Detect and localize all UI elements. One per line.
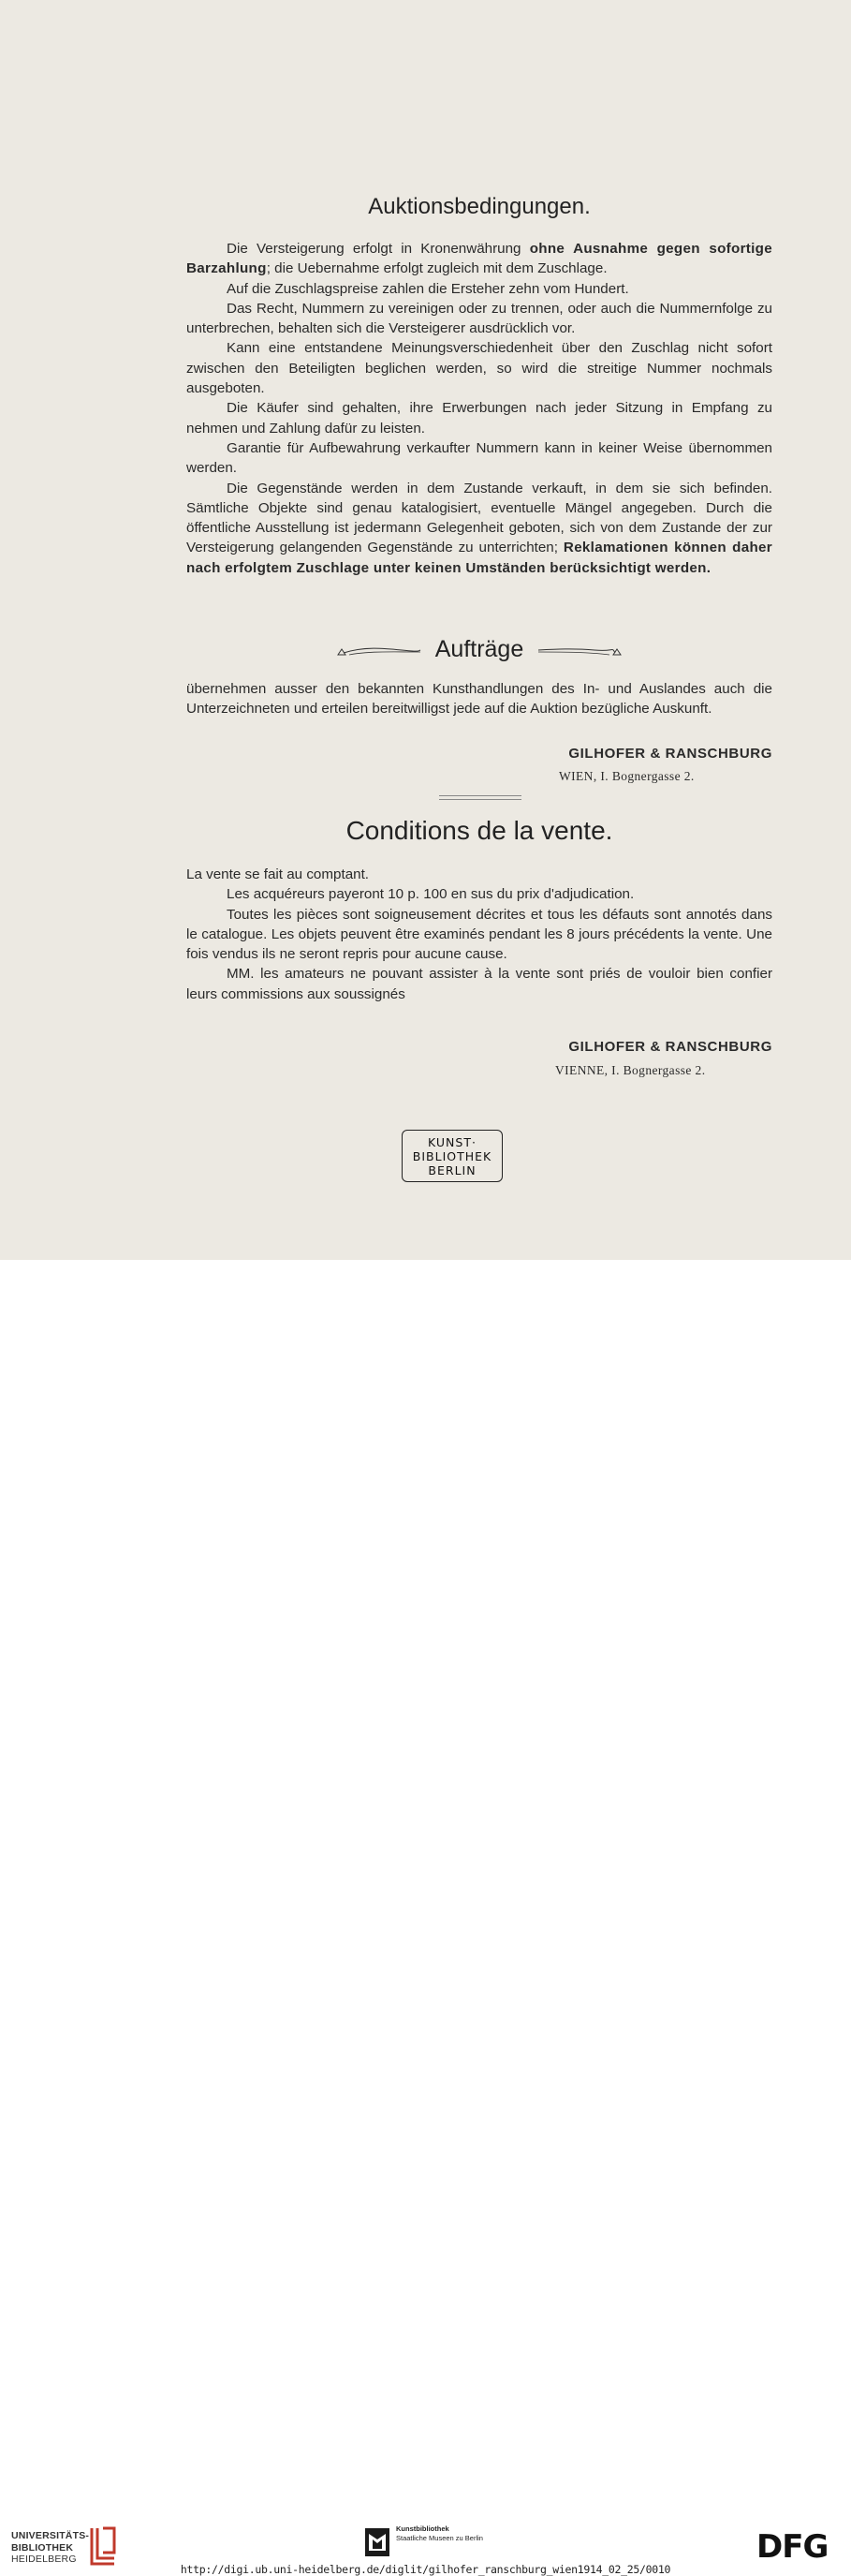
auftraege-heading-row bbox=[186, 636, 772, 662]
dfg-logo[interactable]: DFG bbox=[756, 2528, 829, 2566]
left-flourish-icon bbox=[336, 644, 422, 657]
auftraege-paragraph: übernehmen ausser den bekannten Kunsthandlungen des In- und Auslandes auch die Unterzeichneten und erteilen bereitwilligst jede auf die Auktion bezügliche Auskunft. bbox=[186, 681, 772, 718]
scanned-page bbox=[0, 0, 851, 1260]
auktion-p1-text-a: Die Versteigerung erfolgt in Kronenwährung bbox=[227, 241, 530, 257]
stamp-line-2: BIBLIOTHEK bbox=[412, 1148, 492, 1163]
auktion-paragraph-1 bbox=[186, 239, 772, 279]
auktion-p7-emphasis: Reklamationen können daher nach erfolgtem Zuschlage unter keinen Umständen berücksichtigt werden. bbox=[186, 540, 772, 576]
kb-name-line-1: Kunstbibliothek bbox=[396, 2524, 449, 2533]
firm-name-fr: GILHOFER & RANSCHBURG bbox=[568, 1039, 772, 1055]
uni-name-line-1: UNIVERSITÄTS- bbox=[11, 2530, 90, 2541]
kunstbibliothek-logo-icon[interactable] bbox=[363, 2526, 391, 2558]
heidelberg-logo-icon[interactable] bbox=[88, 2524, 118, 2568]
heidelberg-library-name[interactable] bbox=[11, 2530, 89, 2566]
conditions-paragraph-3: Toutes les pièces sont soigneusement décrites et tous les défauts sont annotés dans le catalogue. Les objets peuvent être examinés pendant les 8 jours précédents la vente. Une fois vendus ils ne seront repris pour aucune cause. bbox=[186, 906, 772, 963]
auktion-terms bbox=[186, 239, 772, 578]
right-flourish-icon bbox=[536, 644, 623, 657]
auktion-paragraph-7 bbox=[186, 479, 772, 578]
heading-auftraege: Aufträge bbox=[434, 636, 524, 662]
stamp-line-1: KUNST· bbox=[428, 1134, 477, 1149]
auktion-paragraph-2: Auf die Zuschlagspreise zahlen die Ersteher zehn vom Hundert. bbox=[227, 280, 629, 297]
firm-address-fr: VIENNE, I. Bognergasse 2. bbox=[555, 1063, 706, 1077]
auftraege-text bbox=[186, 679, 772, 719]
stamp-line-3: BERLIN bbox=[428, 1162, 477, 1177]
auktion-p1-text-b: ; die Uebernahme erfolgt zugleich mit dem Zuschlage. bbox=[266, 260, 608, 277]
auktion-paragraph-6: Garantie für Aufbewahrung verkaufter Nummern kann in keiner Weise übernommen werden. bbox=[186, 439, 772, 477]
permalink-url[interactable]: http://digi.ub.uni-heidelberg.de/diglit/gilhofer_ranschburg_wien1914_02_25/0010 bbox=[180, 2563, 671, 2576]
uni-name-line-3: HEIDELBERG bbox=[11, 2554, 77, 2565]
uni-name-line-2: BIBLIOTHEK bbox=[11, 2541, 74, 2554]
conditions-paragraph-4: MM. les amateurs ne pouvant assister à la vente sont priés de vouloir bien confier leurs commissions aux soussignés bbox=[186, 966, 772, 1002]
auktion-paragraph-4: Kann eine entstandene Meinungsverschiedenheit über den Zuschlag nicht sofort zwischen den Beteiligten beglichen werden, so wird die streitige Nummer nochmals ausgeboten. bbox=[186, 340, 772, 397]
conditions-terms bbox=[186, 865, 772, 1004]
library-stamp bbox=[402, 1130, 503, 1182]
auktion-p7-text: Die Gegenstände werden in dem Zustande verkauft, in dem sie sich befinden. Sämtliche Objekte sind genau katalogisiert, eventuelle Mängel angegeben. Durch die öffentliche Ausstellung ist jedermann Gelegenheit geboten, sich von dem Zustande der zur Versteigerung gelangenden Gegenstände zu unterrichten; bbox=[186, 480, 772, 556]
firm-name-de: GILHOFER & RANSCHBURG bbox=[568, 746, 772, 762]
firm-address-de: WIEN, I. Bognergasse 2. bbox=[559, 769, 695, 783]
section-divider bbox=[439, 795, 521, 800]
heading-conditions: Conditions de la vente. bbox=[345, 816, 613, 845]
conditions-paragraph-1: La vente se fait au comptant. bbox=[186, 866, 370, 882]
kunstbibliothek-name[interactable] bbox=[396, 2524, 483, 2543]
conditions-paragraph-2: Les acquéreurs payeront 10 p. 100 en sus du prix d'adjudication. bbox=[227, 886, 635, 903]
digitization-footer bbox=[0, 1260, 851, 2576]
auktion-paragraph-3: Das Recht, Nummern zu vereinigen oder zu trennen, oder auch die Nummernfolge zu unterbrechen, behalten sich die Versteigerer ausdrücklich vor. bbox=[186, 300, 772, 337]
auktion-p1-emphasis: ohne Ausnahme gegen sofortige Barzahlung bbox=[186, 241, 772, 277]
heading-auktionsbedingungen: Auktionsbedingungen. bbox=[368, 194, 591, 219]
kb-name-line-2: Staatliche Museen zu Berlin bbox=[396, 2534, 483, 2542]
auktion-paragraph-5: Die Käufer sind gehalten, ihre Erwerbungen nach jeder Sitzung in Empfang zu nehmen und Zahlung dafür zu leisten. bbox=[186, 400, 772, 437]
